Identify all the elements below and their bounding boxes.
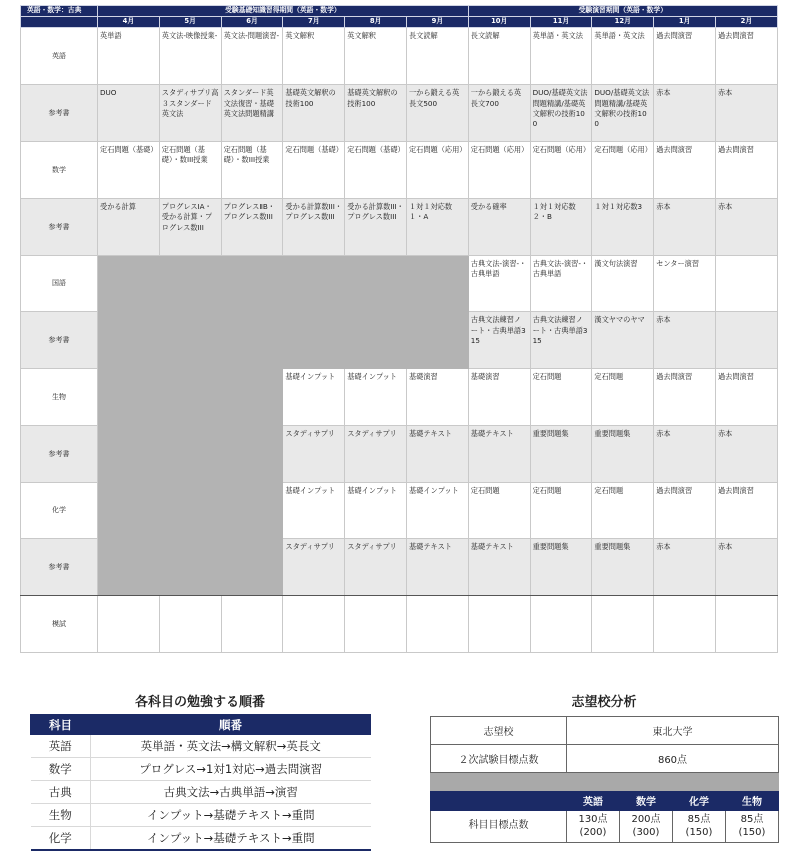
schedule-cell: 過去問演習 [654, 28, 716, 85]
school-value: 東北大学 [567, 717, 779, 745]
period-left-header [98, 6, 469, 17]
month-header: 2月 [715, 17, 777, 28]
schedule-cell: 赤本 [715, 425, 777, 482]
schedule-cell [715, 255, 777, 312]
order-title: 各科目の勉強する順番 [134, 695, 265, 710]
reference-book-row [21, 425, 778, 482]
schedule-cell: 基礎演習 [406, 369, 468, 426]
schedule-cell: 定石問題（基礎） [283, 141, 345, 198]
period-left-label: 受験基礎知識習得期間（英語・数学） [225, 6, 341, 15]
order-row [31, 781, 371, 804]
schedule-cell [530, 596, 592, 653]
month-header: 6月 [221, 17, 283, 28]
subject-target-label: 科目目標点数 [431, 811, 567, 843]
schedule-cell: スタディサプリ [345, 539, 407, 596]
score-value: 85点 [740, 814, 764, 825]
order-sequence: プログレス→1対1対応→過去問演習 [91, 758, 371, 781]
schedule-cell: スタディサプリ [283, 539, 345, 596]
subject-header-row [431, 791, 779, 811]
schedule-cell: 定石問題（応用） [592, 141, 654, 198]
schedule-cell: 過去問演習 [654, 369, 716, 426]
subject-header: 英語 [567, 791, 620, 811]
schedule-cell: 過去問演習 [715, 28, 777, 85]
schedule-cell: 一から鍛える英長文700 [468, 85, 530, 142]
reference-book-row [21, 539, 778, 596]
subject-header: 化学 [673, 791, 726, 811]
subject-row [21, 255, 778, 312]
schedule-grid [20, 5, 778, 653]
schedule-cell [592, 596, 654, 653]
order-header-row [31, 715, 371, 735]
schedule-cell: センター演習 [654, 255, 716, 312]
schedule-cell: 長文読解 [406, 28, 468, 85]
schedule-cell: DUO/基礎英文法問題精講/基礎英文解釈の技術100 [592, 85, 654, 142]
schedule-cell [406, 312, 468, 369]
schedule-cell: 定石問題（応用） [530, 141, 592, 198]
schedule-cell: スタディサプリ高３スタンダード英文法 [159, 85, 221, 142]
schedule-cell: 赤本 [654, 425, 716, 482]
schedule-cell [98, 312, 160, 369]
schedule-cell [221, 369, 283, 426]
schedule-cell: 重要問題集 [530, 425, 592, 482]
order-subject: 化学 [31, 827, 91, 850]
order-row [31, 758, 371, 781]
schedule-cell: プログレスⅠA・受かる計算・プログレス数III [159, 198, 221, 255]
subject-header-empty [431, 791, 567, 811]
schedule-cell [345, 255, 407, 312]
schedule-cell [159, 596, 221, 653]
schedule-cell: 定石問題（基礎）・数III授業 [159, 141, 221, 198]
schedule-cell: 一から鍛える英長文500 [406, 85, 468, 142]
schedule-cell: 古典文法練習ノート・古典単語315 [530, 312, 592, 369]
order-header-subject: 科目 [31, 715, 91, 735]
schedule-cell: 定石問題（基礎） [98, 141, 160, 198]
order-sequence: 古典文法→古典単語→演習 [91, 781, 371, 804]
row-label: 参考書 [21, 312, 98, 369]
schedule-cell: 重要問題集 [592, 539, 654, 596]
schedule-cell: 受かる計算数III・プログレス数III [283, 198, 345, 255]
schedule-cell: 定石問題 [530, 482, 592, 539]
row-label: 生物 [21, 369, 98, 426]
schedule-cell: 過去問演習 [654, 141, 716, 198]
schedule-cell: 基礎英文解釈の技術100 [283, 85, 345, 142]
schedule-cell [345, 312, 407, 369]
schedule-cell: 赤本 [654, 85, 716, 142]
score-max: (200) [579, 826, 607, 838]
schedule-cell: 基礎インプット [345, 369, 407, 426]
schedule-cell: スタンダード英文法復習・基礎英文法問題精講 [221, 85, 283, 142]
schedule-cell: DUO/基礎英文法問題精講/基礎英文解釈の技術100 [530, 85, 592, 142]
schedule-cell [345, 596, 407, 653]
schedule-cell: 英文解釈 [283, 28, 345, 85]
schedule-cell: 赤本 [715, 198, 777, 255]
month-corner [21, 17, 98, 28]
schedule-cell: 受かる確率 [468, 198, 530, 255]
schedule-cell: 過去問演習 [715, 369, 777, 426]
schedule-cell: スタディサプリ [283, 425, 345, 482]
month-header: 1月 [654, 17, 716, 28]
target-analysis-table [430, 716, 779, 843]
schedule-cell [283, 596, 345, 653]
order-header-order: 順番 [91, 715, 371, 735]
order-sequence: インプット→基礎テキスト→重問 [91, 804, 371, 827]
schedule-cell [98, 425, 160, 482]
school-label: 志望校 [431, 717, 567, 745]
schedule-cell: 定石問題（応用） [406, 141, 468, 198]
schedule-cell: 基礎テキスト [468, 539, 530, 596]
period-header-row [21, 6, 778, 17]
order-sequence: 英単語・英文法→構文解釈→英長文 [91, 735, 371, 758]
schedule-cell: プログレスⅡB・プログレス数III [221, 198, 283, 255]
schedule-cell: 定石問題（応用） [468, 141, 530, 198]
schedule-cell [98, 596, 160, 653]
order-subject: 生物 [31, 804, 91, 827]
schedule-cell: 定石問題 [592, 369, 654, 426]
schedule-cell [221, 255, 283, 312]
schedule-cell: 過去問演習 [715, 482, 777, 539]
month-header: 11月 [530, 17, 592, 28]
corner-label: 英語・数学：古典 [21, 6, 98, 17]
schedule-cell [654, 596, 716, 653]
subject-row [21, 28, 778, 85]
schedule-cell: 受かる計算 [98, 198, 160, 255]
score-max: (150) [738, 826, 766, 838]
schedule-cell: 定石問題 [592, 482, 654, 539]
row-label: 参考書 [21, 539, 98, 596]
schedule-cell: 古典文法-演習-・古典単語 [468, 255, 530, 312]
row-label: 参考書 [21, 85, 98, 142]
score-cell [567, 811, 620, 843]
schedule-cell [221, 539, 283, 596]
schedule-cell [221, 596, 283, 653]
schedule-cell: 英文法-映像授業- [159, 28, 221, 85]
row-label: 英語 [21, 28, 98, 85]
divider-row [431, 773, 779, 791]
schedule-cell: 定石問題 [530, 369, 592, 426]
schedule-cell: 定石問題（基礎）・数III授業 [221, 141, 283, 198]
schedule-cell: 英文解釈 [345, 28, 407, 85]
schedule-cell [159, 425, 221, 482]
order-subject: 英語 [31, 735, 91, 758]
score-cell [620, 811, 673, 843]
schedule-cell: 英文法-問題演習- [221, 28, 283, 85]
schedule-cell: DUO [98, 85, 160, 142]
schedule-cell: 定石問題 [468, 482, 530, 539]
schedule-cell: 基礎演習 [468, 369, 530, 426]
schedule-cell: 基礎インプット [283, 369, 345, 426]
month-header: 5月 [159, 17, 221, 28]
schedule-cell: 基礎インプット [283, 482, 345, 539]
reference-book-row [21, 312, 778, 369]
second-exam-row [431, 745, 779, 773]
schedule-cell [159, 312, 221, 369]
score-max: (150) [685, 826, 713, 838]
month-header-row [21, 17, 778, 28]
subject-row [21, 141, 778, 198]
second-exam-value: 860点 [567, 745, 779, 773]
row-label: 国語 [21, 255, 98, 312]
order-subject: 古典 [31, 781, 91, 804]
score-value: 130点 [578, 814, 608, 825]
score-cell [726, 811, 779, 843]
month-header: 9月 [406, 17, 468, 28]
schedule-cell [283, 255, 345, 312]
schedule-cell [406, 596, 468, 653]
schedule-cell: 古典文法練習ノート・古典単語315 [468, 312, 530, 369]
schedule-cell: 赤本 [654, 539, 716, 596]
schedule-cell: １対１対応数２・B [530, 198, 592, 255]
schedule-cell: 赤本 [715, 85, 777, 142]
schedule-cell [159, 255, 221, 312]
divider-cell [431, 773, 779, 791]
schedule-cell: 基礎インプット [406, 482, 468, 539]
schedule-cell: 基礎テキスト [406, 425, 468, 482]
schedule-cell: 過去問演習 [715, 141, 777, 198]
order-subject: 数学 [31, 758, 91, 781]
second-exam-label: ２次試験目標点数 [431, 745, 567, 773]
score-cell [673, 811, 726, 843]
month-header: 4月 [98, 17, 160, 28]
score-max: (300) [632, 826, 660, 838]
order-row [31, 804, 371, 827]
subject-row [21, 482, 778, 539]
schedule-cell [221, 482, 283, 539]
order-sequence: インプット→基礎テキスト→重問 [91, 827, 371, 850]
score-value: 85点 [687, 814, 711, 825]
school-row [431, 717, 779, 745]
subject-header: 数学 [620, 791, 673, 811]
schedule-cell: 漢文ヤマのヤマ [592, 312, 654, 369]
schedule-cell: 英単語 [98, 28, 160, 85]
subject-score-row [431, 811, 779, 843]
month-header: 8月 [345, 17, 407, 28]
schedule-cell [715, 596, 777, 653]
schedule-cell [221, 425, 283, 482]
period-right-header: 受験演習期間（英語・数学） [468, 6, 777, 17]
schedule-cell [98, 255, 160, 312]
schedule-cell: １対１対応数１・A [406, 198, 468, 255]
target-title: 志望校分析 [571, 695, 637, 710]
schedule-cell: 定石問題（基礎） [345, 141, 407, 198]
schedule-cell: 英単語・英文法 [592, 28, 654, 85]
schedule-cell: 重要問題集 [592, 425, 654, 482]
row-label: 参考書 [21, 198, 98, 255]
subject-header: 生物 [726, 791, 779, 811]
schedule-cell [98, 482, 160, 539]
schedule-cell: 英単語・英文法 [530, 28, 592, 85]
schedule-cell [159, 369, 221, 426]
schedule-cell: 長文読解 [468, 28, 530, 85]
schedule-cell: 受かる計算数III・プログレス数III [345, 198, 407, 255]
schedule-cell [468, 596, 530, 653]
row-label: 参考書 [21, 425, 98, 482]
schedule-cell [159, 539, 221, 596]
reference-book-row [21, 85, 778, 142]
row-label: 模試 [21, 596, 98, 653]
schedule-cell: 赤本 [715, 539, 777, 596]
study-order-table [30, 714, 371, 851]
schedule-cell: 基礎英文解釈の技術100 [345, 85, 407, 142]
schedule-cell: スタディサプリ [345, 425, 407, 482]
schedule-cell: 漢文句法演習 [592, 255, 654, 312]
order-row [31, 827, 371, 850]
subject-row [21, 369, 778, 426]
schedule-cell [98, 369, 160, 426]
order-row [31, 735, 371, 758]
reference-book-row [21, 198, 778, 255]
schedule-cell [283, 312, 345, 369]
schedule-cell: 赤本 [654, 312, 716, 369]
schedule-cell [715, 312, 777, 369]
row-label: 数学 [21, 141, 98, 198]
schedule-cell: 基礎テキスト [406, 539, 468, 596]
month-header: 7月 [283, 17, 345, 28]
schedule-cell [406, 255, 468, 312]
month-header: 12月 [592, 17, 654, 28]
schedule-cell: 重要問題集 [530, 539, 592, 596]
schedule-cell: 古典文法-演習-・古典単語 [530, 255, 592, 312]
schedule-cell [98, 539, 160, 596]
schedule-cell: 基礎テキスト [468, 425, 530, 482]
score-value: 200点 [631, 814, 661, 825]
schedule-cell: 基礎インプット [345, 482, 407, 539]
schedule-cell [221, 312, 283, 369]
schedule-cell: １対１対応数3 [592, 198, 654, 255]
mock-exam-row [21, 596, 778, 653]
month-header: 10月 [468, 17, 530, 28]
period-left-date [180, 16, 207, 17]
schedule-cell: 過去問演習 [654, 482, 716, 539]
row-label: 化学 [21, 482, 98, 539]
schedule-cell [159, 482, 221, 539]
schedule-cell: 赤本 [654, 198, 716, 255]
